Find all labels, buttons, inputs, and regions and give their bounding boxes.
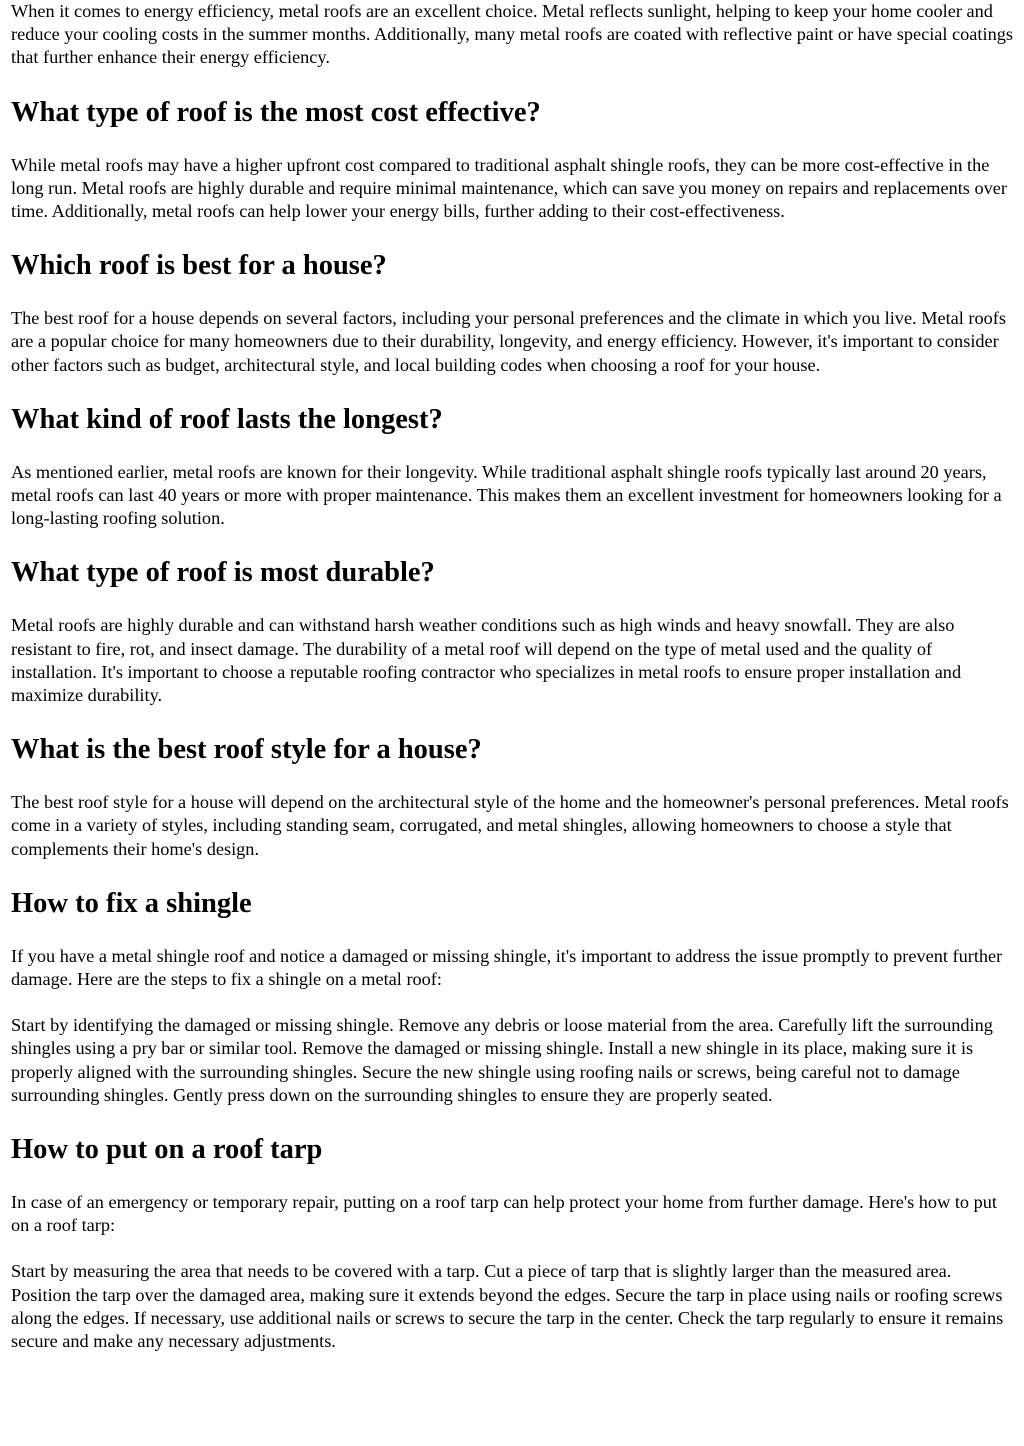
section-heading: How to fix a shingle xyxy=(11,887,252,919)
section-heading: What is the best roof style for a house? xyxy=(11,734,482,766)
section-heading: How to put on a roof tarp xyxy=(11,1134,323,1166)
section-heading: What kind of roof lasts the longest? xyxy=(11,403,443,435)
section-best-roof xyxy=(11,249,1013,377)
section-fix-shingle xyxy=(11,887,1013,1107)
section-cost-effective xyxy=(11,96,1013,224)
section-paragraph: Metal roofs are highly durable and can withstand harsh weather conditions such as high winds and heavy snowfall. They are also resistant to fire, rot, and insect damage. The durability of a metal roof will depend on the type of metal used and the quality of installation. It's important to choose a reputable roofing contractor who specializes in metal roofs to ensure proper installation and maximize durability. xyxy=(11,615,962,706)
section-paragraph: The best roof for a house depends on several factors, including your personal preferences and the climate in which you live. Metal roofs are a popular choice for many homeowners due to their durability, longevity, and energy efficiency. However, it's important to consider other factors such as budget, architectural style, and local building codes when choosing a roof for your house. xyxy=(11,308,1006,375)
section-heading: Which roof is best for a house? xyxy=(11,250,387,282)
section-roof-tarp xyxy=(11,1133,1013,1353)
section-lasts-longest xyxy=(11,403,1013,531)
section-paragraph: In case of an emergency or temporary repair, putting on a roof tarp can help protect your home from further damage. Here's how to put on a roof tarp: xyxy=(11,1192,997,1236)
section-paragraph: While metal roofs may have a higher upfront cost compared to traditional asphalt shingle roofs, they can be more cost-effective in the long run. Metal roofs are highly durable and require minimal maintenance, which can save you money on repairs and replacements over time. Additionally, metal roofs can help lower your energy bills, further adding to their cost-effectiveness. xyxy=(11,154,1007,222)
section-paragraph: If you have a metal shingle roof and notice a damaged or missing shingle, it's important to address the issue promptly to prevent further damage. Here are the steps to fix a shingle on a metal roof: xyxy=(11,945,1003,990)
section-heading: What type of roof is the most cost effective? xyxy=(11,96,541,128)
section-heading: What type of roof is most durable? xyxy=(11,557,435,589)
section-roof-style xyxy=(11,733,1013,861)
section-paragraph: Start by measuring the area that needs to be covered with a tarp. Cut a piece of tarp that is slightly larger than the measured area. Position the tarp over the damaged area, making sure it extends beyond the edges. Secure the tarp in place using nails or roofing screws along the edges. If necessary, use additional nails or screws to secure the tarp in the center. Check the tarp regularly to ensure it remains secure and make any necessary adjustments. xyxy=(11,1261,1004,1352)
intro-paragraph: When it comes to energy efficiency, metal roofs are an excellent choice. Metal reflects sunlight, helping to keep your home cooler and reduce your cooling costs in the summer months. Additionally, many metal roofs are coated with reflective paint or have special coatings that further enhance their energy efficiency. xyxy=(11,1,1013,68)
section-paragraph: As mentioned earlier, metal roofs are known for their longevity. While traditional asphalt shingle roofs typically last around 20 years, metal roofs can last 40 years or more with proper maintenance. This makes them an excellent investment for homeowners looking for a long-lasting roofing solution. xyxy=(11,461,1002,529)
section-paragraph: The best roof style for a house will depend on the architectural style of the home and the homeowner's personal preferences. Metal roofs come in a variety of styles, including standing seam, corrugated, and metal shingles, allowing homeowners to choose a style that complements their home's design. xyxy=(11,792,1009,859)
section-paragraph: Start by identifying the damaged or missing shingle. Remove any debris or loose material from the area. Carefully lift the surrounding shingles using a pry bar or similar tool. Remove the damaged or missing shingle. Install a new shingle in its place, making sure it is properly aligned with the surrounding shingles. Secure the new shingle using roofing nails or screws, being careful not to damage surrounding shingles. Gently press down on the surrounding shingles to ensure they are properly seated. xyxy=(11,1015,993,1105)
section-most-durable xyxy=(11,556,1013,707)
